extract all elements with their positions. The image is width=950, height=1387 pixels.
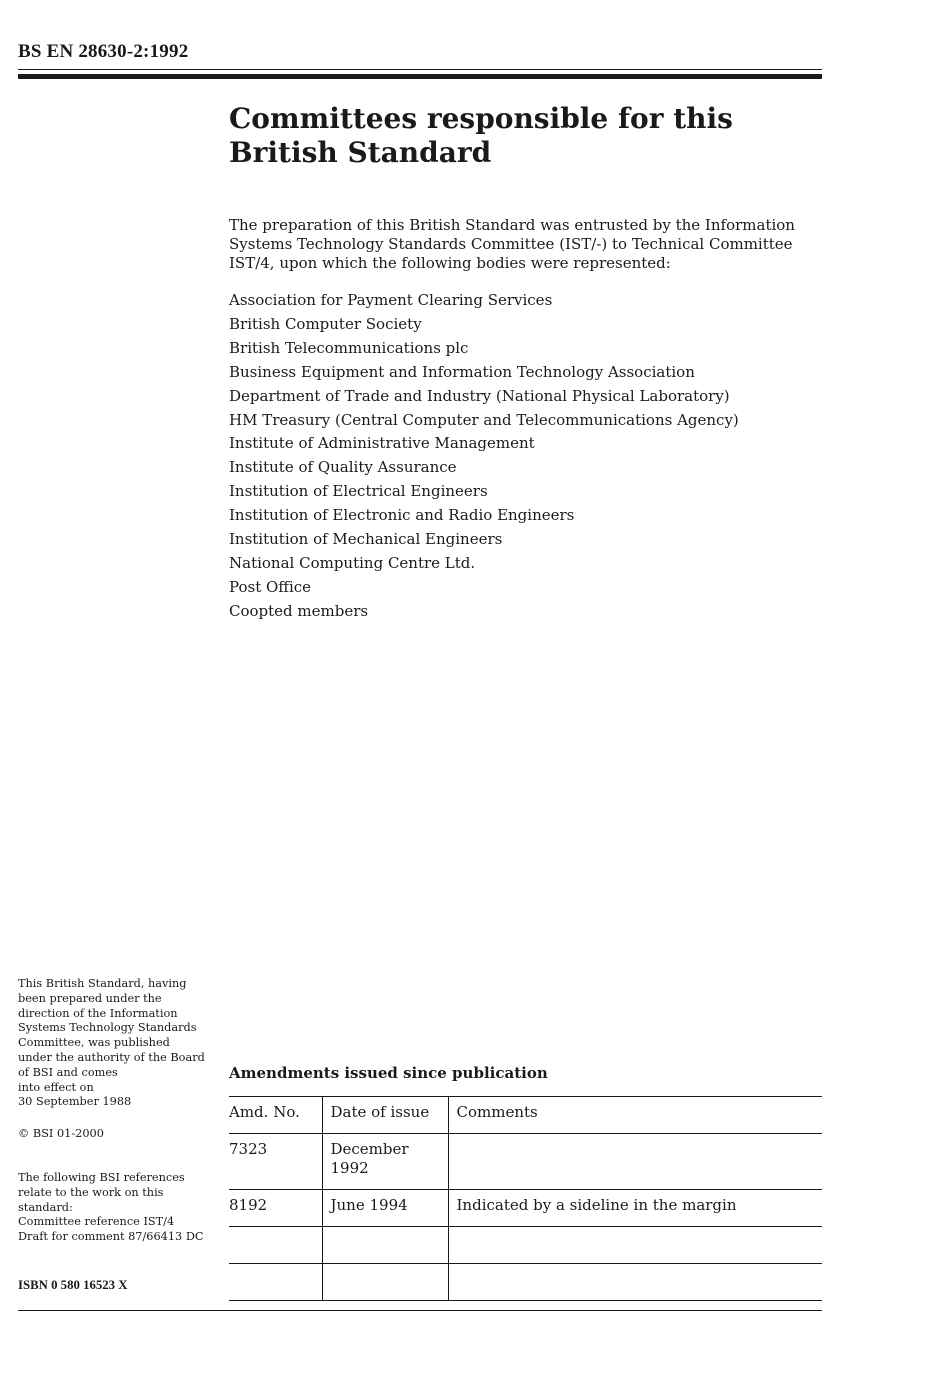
publication-note-line: been prepared under the: [18, 991, 162, 1005]
page-title: [229, 102, 829, 170]
column-header-amd-no: Amd. No.: [229, 1097, 322, 1134]
list-item: Post Office: [229, 577, 312, 596]
table-row: [229, 1190, 822, 1227]
references-line: Draft for comment 87/66413 DC: [18, 1230, 204, 1244]
table-row: [229, 1264, 822, 1301]
header-rule-thin: [18, 69, 822, 70]
isbn: ISBN 0 580 16523 X: [18, 1278, 128, 1292]
table-row: [229, 1134, 822, 1190]
bsi-references-note: [18, 1171, 228, 1245]
publication-note-line: 30 September 1988: [18, 1095, 132, 1109]
amendments-heading: Amendments issued since publication: [229, 1064, 548, 1082]
page-title-line-1: Committees responsible for this: [229, 102, 733, 135]
copyright-notice: © BSI 01-2000: [18, 1127, 104, 1140]
amd-number-cell: 7323: [229, 1134, 322, 1190]
list-item: Institution of Electrical Engineers: [229, 482, 488, 501]
comments-cell: [448, 1134, 822, 1190]
list-item: National Computing Centre Ltd.: [229, 553, 476, 572]
publication-note-line: This British Standard, having: [18, 977, 187, 990]
publication-note-line: Committee, was published: [18, 1036, 170, 1050]
list-item: HM Treasury (Central Computer and Telecommunications Agency): [229, 410, 739, 429]
date-cell: [322, 1227, 448, 1264]
comments-cell: [448, 1264, 822, 1301]
amd-number-cell: [229, 1227, 322, 1264]
date-cell: June 1994: [322, 1190, 448, 1227]
list-item: Institute of Administrative Management: [229, 434, 535, 453]
table-header-row: [229, 1097, 822, 1134]
publication-note-line: of BSI and comes: [18, 1065, 118, 1079]
publication-note-line: Systems Technology Standards: [18, 1021, 197, 1035]
references-line: relate to the work on this: [18, 1185, 164, 1199]
table-row: [229, 1227, 822, 1264]
date-cell: [322, 1134, 448, 1190]
amd-number-cell: [229, 1264, 322, 1301]
page-title-line-2: British Standard: [229, 136, 492, 169]
comments-cell: Indicated by a sideline in the margin: [448, 1190, 822, 1227]
date-cell: [322, 1264, 448, 1301]
list-item: Institute of Quality Assurance: [229, 458, 457, 477]
list-item: British Telecommunications plc: [229, 338, 469, 357]
list-item: Institution of Electronic and Radio Engineers: [229, 506, 575, 525]
list-item: Coopted members: [229, 601, 369, 620]
references-line: The following BSI references: [18, 1171, 185, 1184]
intro-paragraph: The preparation of this British Standard was entrusted by the Information Systems Technology Standards Committee (IST/-) to Technical Committee IST/4, upon which the following bodies were represented:: [229, 216, 795, 272]
column-header-comments: Comments: [448, 1097, 822, 1134]
list-item: Department of Trade and Industry (National Physical Laboratory): [229, 386, 730, 405]
list-item: Association for Payment Clearing Services: [229, 291, 553, 309]
references-line: standard:: [18, 1200, 73, 1214]
amd-number-cell: 8192: [229, 1190, 322, 1227]
date-line: 1992: [330, 1159, 369, 1177]
publication-note-line: under the authority of the Board: [18, 1050, 205, 1064]
list-item: Institution of Mechanical Engineers: [229, 530, 503, 549]
comments-cell: [448, 1227, 822, 1264]
list-item: British Computer Society: [229, 314, 422, 333]
column-header-date: Date of issue: [322, 1097, 448, 1134]
represented-bodies-list: [229, 289, 739, 624]
amendments-table: [229, 1096, 822, 1301]
publication-note: [18, 977, 228, 1110]
footer-rule: [18, 1310, 822, 1311]
header-rule-thick: [18, 74, 822, 79]
publication-note-line: direction of the Information: [18, 1006, 178, 1020]
list-item: Business Equipment and Information Technology Association: [229, 362, 695, 381]
date-line: December: [330, 1140, 409, 1158]
publication-note-line: into effect on: [18, 1080, 94, 1094]
document-id: BS EN 28630-2:1992: [18, 41, 189, 62]
references-line: Committee reference IST/4: [18, 1215, 175, 1229]
